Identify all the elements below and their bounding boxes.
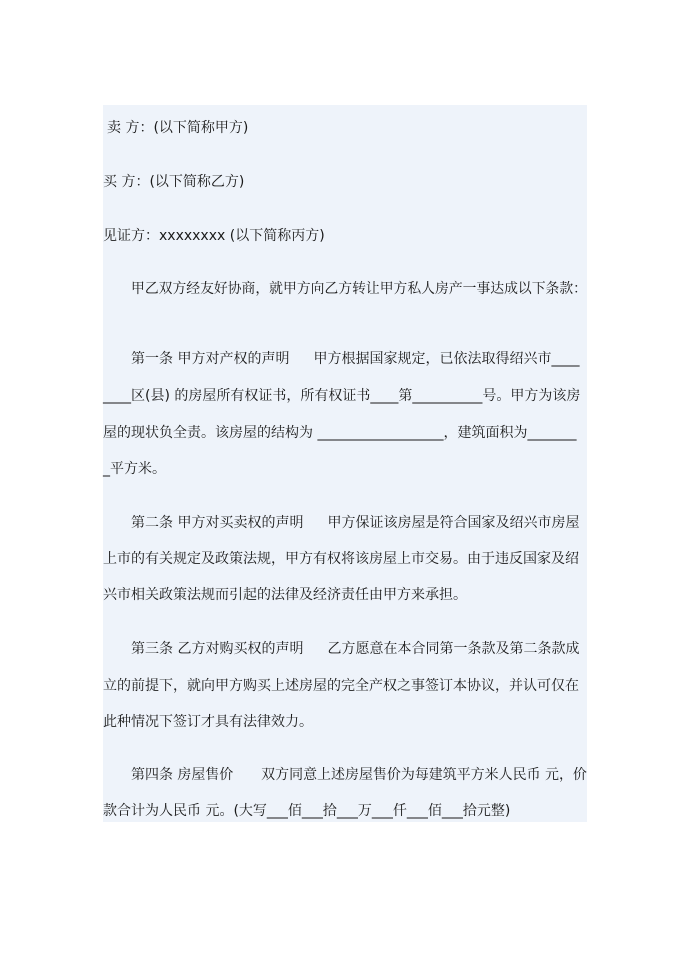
article1-first-line (131, 349, 579, 369)
article3-text: 乙方愿意在本合同第一条款及第二条款成 (327, 641, 580, 657)
seller-line: 卖 方：(以下简称甲方) (107, 120, 249, 136)
article3-line: 此种情况下签订才具有法律效力。 (103, 714, 313, 730)
article2-first-line (131, 513, 579, 533)
intro-paragraph: 甲乙双方经友好协商，就甲方向乙方转让甲方私人房产一事达成以下条款： (131, 281, 587, 297)
witness-line: 见证方：xxxxxxxx (以下简称丙方) (103, 228, 325, 244)
article1-line: _平方米。 (103, 461, 166, 477)
article4-line: 款合计为人民币 元。(大写___佰___拾___万___仟___佰___拾元整) (103, 803, 511, 819)
article1-text: 甲方根据国家规定，已依法取得绍兴市____ (313, 351, 580, 367)
article3-heading: 第三条 乙方对购买权的声明 (131, 641, 304, 657)
article3-first-line (131, 639, 579, 659)
article1-line: 屋的现状负全责。该房屋的结构为 __________________，建筑面积为_______ (103, 425, 577, 441)
article3-line: 立的前提下，就向甲方购买上述房屋的完全产权之事签订本协议，并认可仅在 (103, 678, 579, 694)
article4-first-line (131, 765, 587, 785)
article2-line: 兴市相关政策法规而引起的法律及经济责任由甲方来承担。 (103, 587, 467, 603)
article1-heading: 第一条 甲方对产权的声明 (131, 351, 290, 367)
article2-text: 甲方保证该房屋是符合国家及绍兴市房屋 (327, 515, 580, 531)
article4-text: 双方同意上述房屋售价为每建筑平方米人民币 元，价 (261, 767, 587, 783)
article2-heading: 第二条 甲方对买卖权的声明 (131, 515, 304, 531)
article2-line: 上市的有关规定及政策法规，甲方有权将该房屋上市交易。由于违反国家及绍 (103, 551, 579, 567)
article1-line: ____区(县) 的房屋所有权证书，所有权证书____第__________号。甲方为该房 (103, 388, 581, 404)
article4-heading: 第四条 房屋售价 (131, 767, 234, 783)
buyer-line: 买 方：(以下简称乙方) (103, 174, 245, 190)
